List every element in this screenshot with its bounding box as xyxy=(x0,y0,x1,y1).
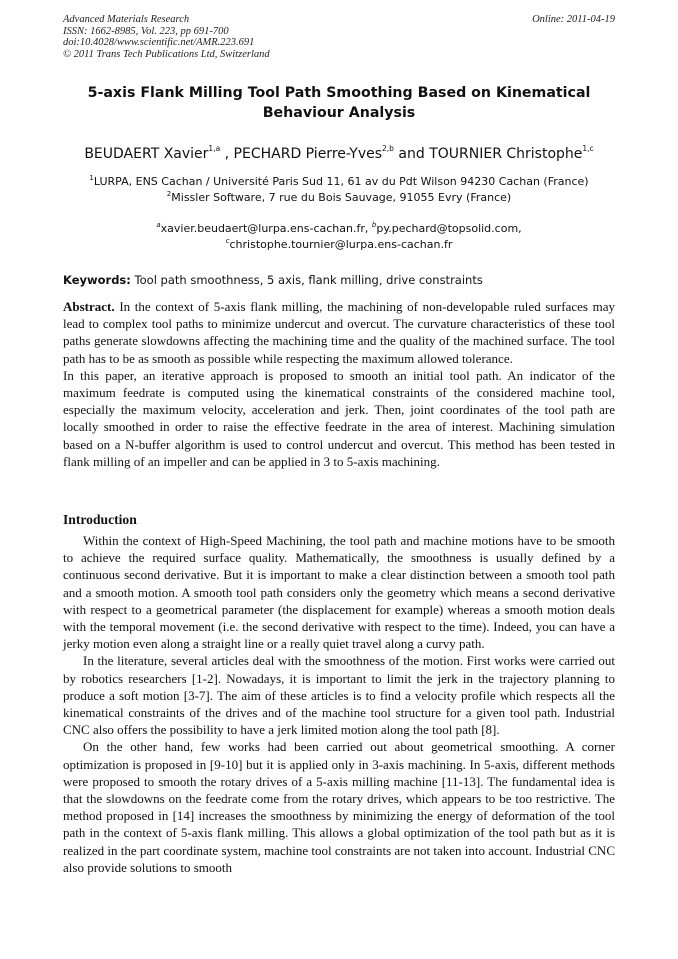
author-superscript: 1,a xyxy=(208,144,221,153)
author-list xyxy=(40,145,638,163)
introduction-paragraph-3: On the other hand, few works had been carried out about geometrical smoothing. A corner optimization is proposed in [9-10] but it is applied only in 3-axis machining. In 5-axis, different methods were proposed to smooth the rotary drives of a 5-axis milling machine [11-13]. The fundamental idea is that the slowdowns on the feedrate come from the rotary drives, which appears to be too restrictive. The method proposed in [14] increases the smoothness by minimizing the energy of deformation of the tool path in the context of 5-axis flank milling. This allows a global optimization of the tool path but as it is realized in the part coordinate system, machine tool constraints are not taken into account. Industrial CNC also provide solutions to smooth xyxy=(63,739,615,875)
affiliation-superscript: 2 xyxy=(166,190,172,198)
email-line-1 xyxy=(40,221,638,237)
abstract-text: In the context of 5-axis flank milling, the machining of non-developable ruled surfaces may lead to complex tool paths to minimize undercut and overcut. The curvature characteristics of these tool paths generate slowdowns affecting the machining time and the quality of the machined surface. The tool path has to be as smooth as possible while respecting the maximum allowed tolerance. xyxy=(63,299,615,366)
online-date xyxy=(532,14,615,26)
email-superscript: b xyxy=(371,221,377,229)
email-link[interactable]: py.pechard@topsolid.com, xyxy=(376,222,522,235)
author-superscript: 1,c xyxy=(582,144,594,153)
copyright-line: © 2011 Trans Tech Publications Ltd, Switzerland xyxy=(63,48,270,60)
abstract-paragraph-1 xyxy=(63,298,615,367)
abstract-label: Abstract. xyxy=(63,299,115,314)
affiliation-2 xyxy=(40,190,638,206)
keywords-text: Tool path smoothness, 5 axis, flank milling, drive constraints xyxy=(134,273,483,287)
author-name: PECHARD Pierre-Yves xyxy=(233,146,383,162)
abstract-paragraph-2: In this paper, an iterative approach is proposed to smooth an initial tool path. An indicator of the maximum feedrate is computed using the kinematical constraints of the considered machine tool, especially the maximum velocity, acceleration and jerk. Then, joint coordinates of the tool path are locally smoothed in order to raise the effective feedrate in the area of interest. Machining simulation based on a N-buffer algorithm is used to control undercut and overcut. This method has been tested in flank milling of an impeller and can be applied in 3 to 5-axis machining. xyxy=(63,367,615,469)
publication-info xyxy=(63,14,270,60)
author-separator: , xyxy=(220,146,234,162)
email-superscript: c xyxy=(225,237,230,245)
affiliation-1 xyxy=(40,174,638,190)
email-superscript: a xyxy=(156,221,161,229)
email-link[interactable]: christophe.tournier@lurpa.ens-cachan.fr xyxy=(229,238,453,251)
abstract xyxy=(63,298,615,470)
paper-title: 5-axis Flank Milling Tool Path Smoothing Based on Kinematical Behaviour Analysis xyxy=(87,85,591,121)
introduction-body xyxy=(63,532,615,876)
author-name: BEUDAERT Xavier xyxy=(84,146,209,162)
author-separator: and xyxy=(393,146,430,162)
author-name: TOURNIER Christophe xyxy=(429,146,583,162)
affiliation-text: Missler Software, 7 rue du Bois Sauvage, 91055 Evry (France) xyxy=(171,191,512,204)
issn-line: ISSN: 1662-8985, Vol. 223, pp 691-700 xyxy=(63,25,229,37)
journal-name: Advanced Materials Research xyxy=(63,14,190,25)
keywords-label: Keywords: xyxy=(63,273,131,287)
doi-link[interactable]: doi:10.4028/www.scientific.net/AMR.223.691 xyxy=(63,37,255,49)
introduction-paragraph-1: Within the context of High-Speed Machining, the tool path and machine motions have to be smooth to achieve the required surface quality. Mathematically, the smoothness is usually defined by a continuous second derivative. But it is important to make a clear distinction between a smooth tool path and a smooth motion. A smooth tool path considers only the geometry which means a second derivative with respect to a geometrical parameter (the displacement for example) whereas a smooth motion deals with the temporal movement (i.e. the second derivative with respect to the time). Indeed, you can have a jerky motion even along a straight line or a really quiet travel along a curvy path. xyxy=(63,533,615,652)
affiliation-text: LURPA, ENS Cachan / Université Paris Sud 11, 61 av du Pdt Wilson 94230 Cachan (France) xyxy=(93,175,589,188)
author-superscript: 2,b xyxy=(382,144,394,153)
section-heading-introduction: Introduction xyxy=(63,512,137,527)
keywords xyxy=(63,272,623,288)
affiliation-superscript: 1 xyxy=(89,174,94,182)
email-line-2 xyxy=(40,237,638,253)
email-link[interactable]: xavier.beudaert@lurpa.ens-cachan.fr, xyxy=(160,222,369,235)
online-date-text: Online: 2011-04-19 xyxy=(532,14,615,25)
introduction-paragraph-2: In the literature, several articles deal with the smoothness of the motion. First works were carried out by robotics researchers [1-2]. Nowadays, it is important to limit the jerk in the trajectory planning to produce a soft motion [3-7]. The aim of these articles is to find a velocity profile which respects all the kinematical constraints of the drives and of the machine tool structure for a given tool path. Industrial CNC also offers the possibility to have a jerk limited motion along the tool path [8]. xyxy=(63,653,615,738)
